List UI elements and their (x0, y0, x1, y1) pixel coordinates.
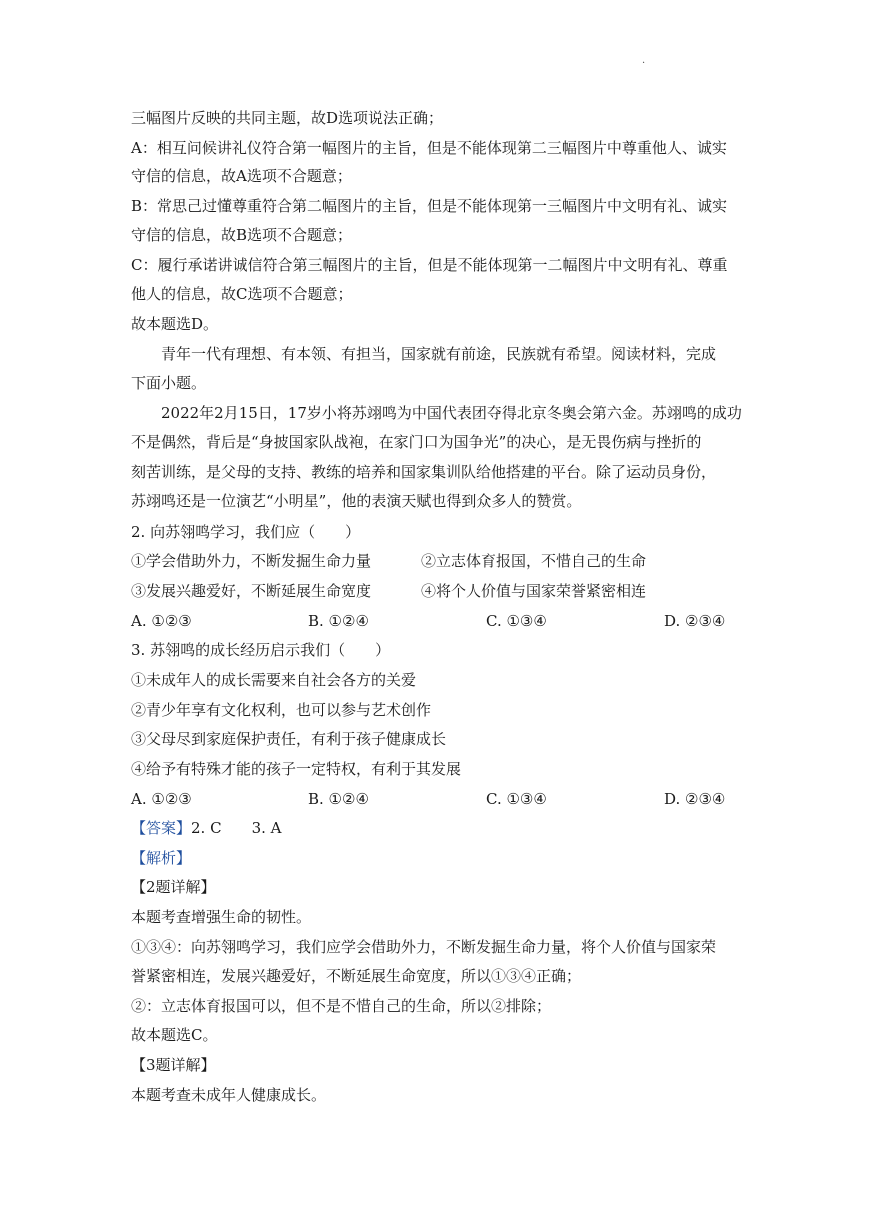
text-line: 三幅图片反映的共同主题，故D选项说法正确； (131, 109, 444, 127)
q3-option-c: C. ①③④ (486, 790, 547, 808)
q2-statement-2: ②立志体育报国，不惜自己的生命 (421, 552, 647, 570)
q2-detail-line: 誉紧密相连，发展兴趣爱好，不断延展生命宽度，所以①③④正确； (131, 967, 582, 985)
q2-detail-line: ②：立志体育报国可以，但不是不惜自己的生命，所以②排除； (131, 997, 552, 1015)
q3-detail-heading: 【3题详解】 (131, 1056, 216, 1074)
q3-statement-1: ①未成年人的成长需要来自社会各方的关爱 (131, 671, 417, 689)
material-paragraph-line: 苏翊鸣还是一位演艺“小明星”，他的表演天赋也得到众多人的赞赏。 (131, 492, 582, 510)
q2-option-a: A. ①②③ (131, 612, 192, 630)
q3-option-b: B. ①②④ (308, 790, 369, 808)
text-line: B：常思己过懂尊重符合第二幅图片的主旨，但是不能体现第一三幅图片中文明有礼、诚实 (131, 197, 728, 215)
q2-detail-line: ①③④：向苏翎鸣学习，我们应学会借助外力，不断发掘生命力量，将个人价值与国家荣 (131, 938, 717, 956)
q3-statement-2: ②青少年享有文化权利，也可以参与艺术创作 (131, 701, 432, 719)
text-line: 他人的信息，故C选项不合题意； (131, 285, 353, 303)
q2-statement-1: ①学会借助外力，不断发掘生命力量 (131, 552, 372, 570)
material-paragraph-line: 不是偶然，背后是“身披国家队战袍，在家门口为国争光”的决心，是无畏伤病与挫折的 (131, 433, 702, 451)
question-3-stem: 3. 苏翎鸣的成长经历启示我们（ ） (131, 641, 391, 659)
text-line: A：相互问候讲礼仪符合第一幅图片的主旨，但是不能体现第二三幅图片中尊重他人、诚实 (131, 139, 727, 157)
q3-option-d: D. ②③④ (664, 790, 726, 808)
q2-option-c: C. ①③④ (486, 612, 547, 630)
question-2-stem: 2. 向苏翎鸣学习，我们应（ ） (131, 523, 361, 541)
q2-detail-line: 本题考查增强生命的韧性。 (131, 908, 312, 926)
q3-option-a: A. ①②③ (131, 790, 192, 808)
answer-label: 【答案】 (131, 819, 192, 837)
q2-option-d: D. ②③④ (664, 612, 726, 630)
text-line: 故本题选D。 (131, 315, 219, 333)
material-paragraph-line: 2022年2月15日，17岁小将苏翊鸣为中国代表团夺得北京冬奥会第六金。苏翊鸣的成功 (161, 404, 742, 422)
material-paragraph-line: 刻苦训练，是父母的支持、教练的培养和国家集训队给他搭建的平台。除了运动员身份， (131, 463, 717, 481)
page-dot-mark: · (642, 58, 646, 69)
q2-option-b: B. ①②④ (308, 612, 369, 630)
answer-line (131, 818, 282, 838)
analysis-label: 【解析】 (131, 849, 192, 867)
q2-statement-4: ④将个人价值与国家荣誉紧密相连 (421, 582, 647, 600)
q2-statement-3: ③发展兴趣爱好，不断延展生命宽度 (131, 582, 372, 600)
intro-paragraph-line: 青年一代有理想、有本领、有担当，国家就有前途，民族就有希望。阅读材料，完成 (161, 345, 717, 363)
answer-text: 2. C 3. A (191, 819, 282, 837)
text-line: C：履行承诺讲诚信符合第三幅图片的主旨，但是不能体现第一二幅图片中文明有礼、尊重 (131, 256, 728, 274)
q3-detail-line: 本题考查未成年人健康成长。 (131, 1086, 327, 1104)
q3-statement-4: ④给予有特殊才能的孩子一定特权，有利于其发展 (131, 760, 462, 778)
q3-statement-3: ③父母尽到家庭保护责任，有利于孩子健康成长 (131, 730, 447, 748)
text-line: 守信的信息，故A选项不合题意； (131, 167, 352, 185)
q2-detail-heading: 【2题详解】 (131, 878, 216, 896)
text-line: 守信的信息，故B选项不合题意； (131, 226, 353, 244)
q2-detail-line: 故本题选C。 (131, 1026, 218, 1044)
intro-paragraph-line: 下面小题。 (131, 374, 207, 392)
